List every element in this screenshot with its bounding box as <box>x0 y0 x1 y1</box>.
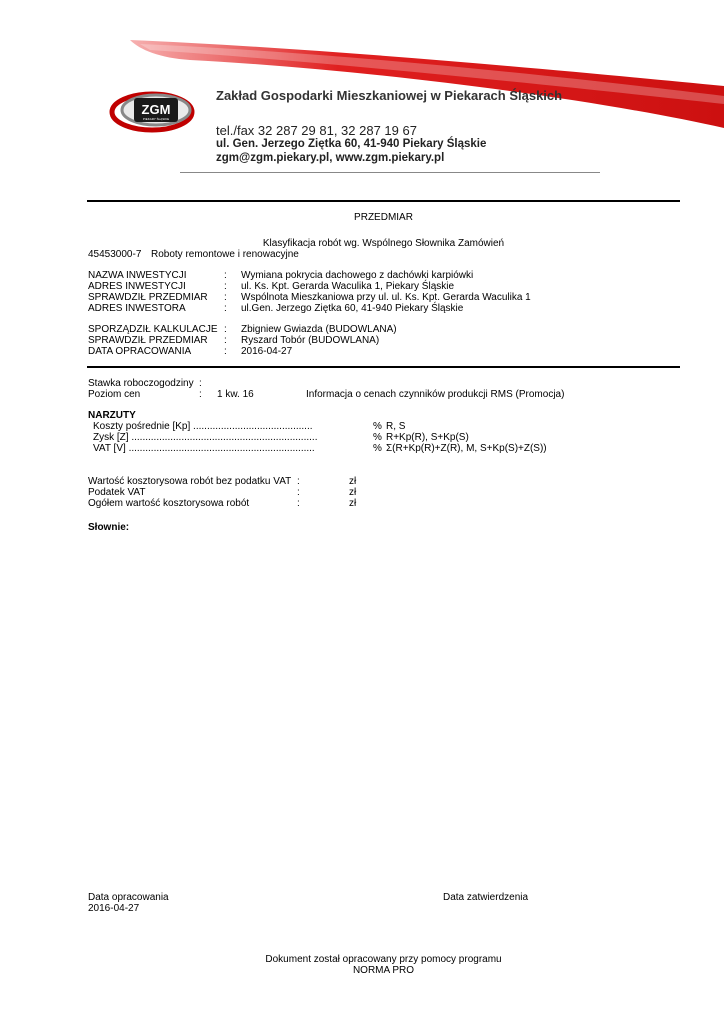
investment-sep: : <box>224 292 227 303</box>
author-sep: : <box>224 346 227 357</box>
company-address: ul. Gen. Jerzego Ziętka 60, 41-940 Piekary Śląskie <box>216 138 487 150</box>
author-sep: : <box>224 335 227 346</box>
investment-label: NAZWA INWESTYCJI <box>88 270 187 281</box>
investment-value: Wymiana pokrycia dachowego z dachówki karpiówki <box>241 270 474 281</box>
author-value: Ryszard Tobór (BUDOWLANA) <box>241 335 380 346</box>
document-title: PRZEDMIAR <box>354 212 413 223</box>
total-sep: : <box>297 476 300 487</box>
company-phone: tel./fax 32 287 29 81, 32 287 19 67 <box>216 123 417 138</box>
investment-sep: : <box>224 303 227 314</box>
author-label: SPORZĄDZIŁ KALKULACJE <box>88 324 218 335</box>
logo-subtext: PIEKARY ŚLĄSKIE <box>142 117 170 121</box>
top-rule <box>87 200 680 202</box>
markup-formula: R+Kp(R), S+Kp(S) <box>386 432 469 443</box>
markup-formula: Σ(R+Kp(R)+Z(R), M, S+Kp(S)+Z(S)) <box>386 443 547 454</box>
cpv-name: Roboty remontowe i renowacyjne <box>151 249 299 260</box>
logo-text: ZGM <box>141 102 171 117</box>
prepared-date-label: Data opracowania <box>88 892 169 903</box>
author-label: DATA OPRACOWANIA <box>88 346 192 357</box>
markup-label: Zysk [Z] ................................................................... <box>93 432 318 443</box>
markup-unit: % <box>373 432 382 443</box>
investment-value: ul. Ks. Kpt. Gerarda Waculika 1, Piekary Śląskie <box>241 281 455 292</box>
investment-label: ADRES INWESTYCJI <box>88 281 186 292</box>
total-sep: : <box>297 487 300 498</box>
price-level-value: 1 kw. 16 <box>217 389 254 400</box>
markup-label: Koszty pośrednie [Kp] ........................................... <box>93 421 313 432</box>
rate-label: Stawka roboczogodziny <box>88 378 194 389</box>
investment-label: SPRAWDZIŁ PRZEDMIAR <box>88 292 208 303</box>
letterhead-rule <box>180 172 600 173</box>
price-level-sep: : <box>199 389 202 400</box>
total-unit: zł <box>349 498 357 509</box>
zgm-logo <box>108 88 204 136</box>
rate-sep: : <box>199 378 202 389</box>
total-sep: : <box>297 498 300 509</box>
price-level-label: Poziom cen <box>88 389 141 400</box>
author-value: Zbigniew Gwiazda (BUDOWLANA) <box>241 324 397 335</box>
classification-heading: Klasyfikacja robót wg. Wspólnego Słownika Zamówień <box>262 238 505 249</box>
total-unit: zł <box>349 476 357 487</box>
author-sep: : <box>224 324 227 335</box>
price-info: Informacja o cenach czynników produkcji RMS (Promocja) <box>306 389 565 400</box>
markup-label: VAT [V] ................................................................... <box>93 443 315 454</box>
program-name: NORMA PRO <box>352 965 415 976</box>
investment-label: ADRES INWESTORA <box>88 303 186 314</box>
company-contact: zgm@zgm.piekary.pl, www.zgm.piekary.pl <box>216 152 445 164</box>
investment-value: ul.Gen. Jerzego Ziętka 60, 41-940 Piekary Śląskie <box>241 303 464 314</box>
middle-rule <box>87 366 680 368</box>
prepared-date-value: 2016-04-27 <box>88 903 140 914</box>
author-label: SPRAWDZIŁ PRZEDMIAR <box>88 335 208 346</box>
company-name: Zakład Gospodarki Mieszkaniowej w Piekarach Śląskich <box>216 88 563 103</box>
investment-sep: : <box>224 281 227 292</box>
cpv-code: 45453000-7 <box>88 249 142 260</box>
investment-sep: : <box>224 270 227 281</box>
markup-formula: R, S <box>386 421 406 432</box>
approval-date-label: Data zatwierdzenia <box>443 892 529 903</box>
markup-unit: % <box>373 443 382 454</box>
total-unit: zł <box>349 487 357 498</box>
total-label: Wartość kosztorysowa robót bez podatku VAT <box>88 476 292 487</box>
total-label: Podatek VAT <box>88 487 146 498</box>
program-note: Dokument został opracowany przy pomocy programu <box>265 954 502 965</box>
total-label: Ogółem wartość kosztorysowa robót <box>88 498 250 509</box>
author-value: 2016-04-27 <box>241 346 293 357</box>
words-label: Słownie: <box>88 522 130 533</box>
markups-heading: NARZUTY <box>88 410 136 421</box>
markup-unit: % <box>373 421 382 432</box>
investment-value: Wspólnota Mieszkaniowa przy ul. ul. Ks. Kpt. Gerarda Waculika 1 <box>241 292 531 303</box>
